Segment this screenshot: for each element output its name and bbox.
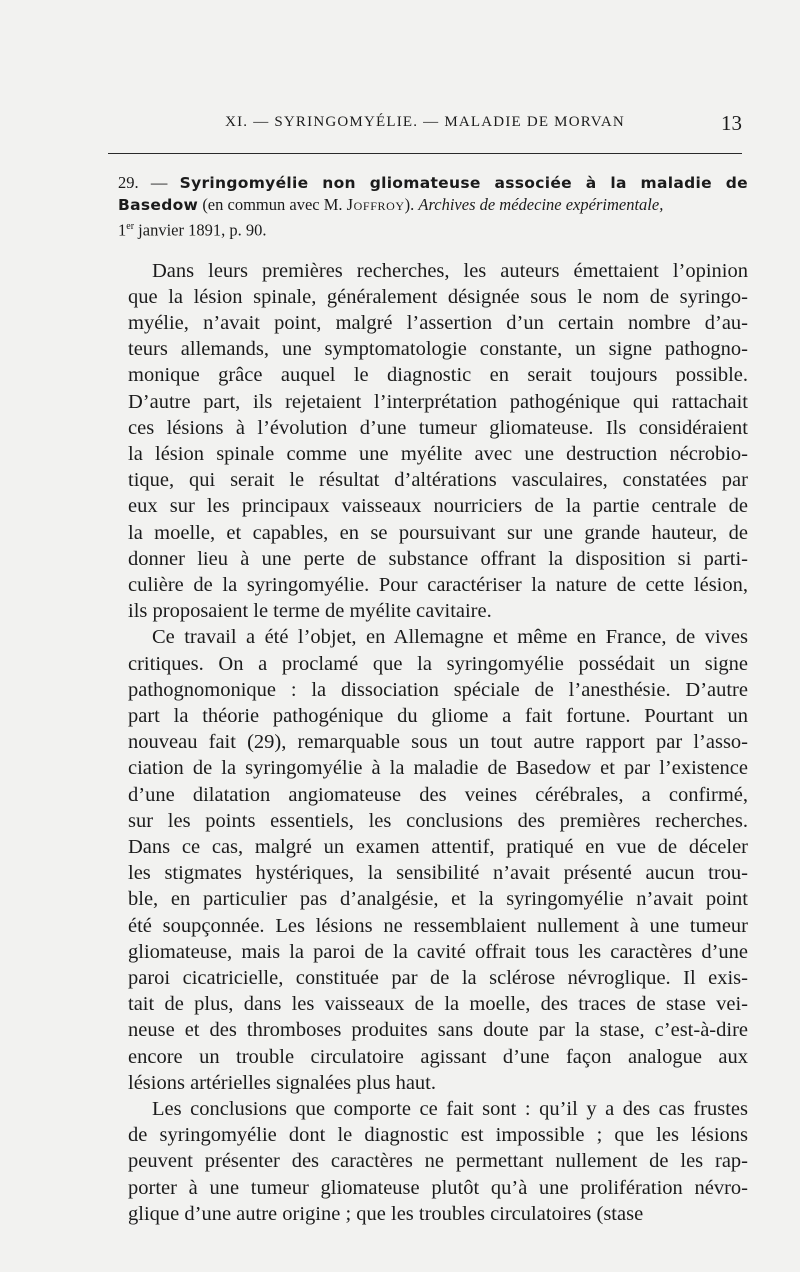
reference-date-day: 1 [118,220,127,240]
paragraph [104,624,748,1096]
text-line: tique, qui serait le résultat d’altérations vasculaires, constatées par [128,469,748,492]
reference-title: Syringomyélie non gliomateuse associée à la maladie de Basedow [118,174,748,214]
text-line: glique d’une autre origine ; que les troubles circulatoires (stase [128,1202,644,1225]
text-line: ble, en particulier pas d’analgésie, et la syringomyélie n’avait point [128,888,748,911]
text-line: d’une dilatation angiomateuse des veines cérébrales, a confirmé, [128,783,748,806]
text-line: que la lésion spinale, généralement désignée sous le nom de syringo- [128,285,748,308]
running-head-title: XI. — SYRINGOMYÉLIE. — MALADIE DE MORVAN [225,114,625,130]
body-text [104,172,748,1227]
reference-coauthor-prefix: (en commun avec M. [198,195,347,214]
paragraph [104,258,748,625]
text-line: donner lieu à une perte de substance offrant la disposition si parti- [128,547,748,570]
text-line: ciation de la syringomyélie à la maladie de Basedow et par l’existence [128,757,748,780]
text-line: pathognomonique : la dissociation spéciale de l’anesthésie. D’autre [128,678,748,701]
text-line: part la théorie pathogénique du gliome a fait fortune. Pourtant un [128,704,748,727]
bibliographic-reference [118,172,748,242]
text-line: tait de plus, dans les vaisseaux de la moelle, des traces de stase vei- [128,993,748,1016]
text-line: la lésion spinale comme une myélite avec une destruction nécrobio- [128,442,748,465]
reference-number: 29. — [118,173,180,192]
text-line: neuse et des thromboses produites sans doute par la stase, c’est-à-dire [128,1019,748,1042]
text-line: eux sur les principaux vaisseaux nourriciers de la partie centrale de [128,495,748,518]
text-line: monique grâce auquel le diagnostic en serait toujours possible. [128,364,748,387]
header-rule [108,153,742,154]
text-line: Dans ce cas, malgré un examen attentif, pratiqué en vue de déceler [128,835,748,858]
reference-coauthor: Joffroy [346,195,405,214]
text-line: culière de la syringomyélie. Pour caractériser la nature de cette lésion, [128,573,748,596]
text-line: critiques. On a proclamé que la syringomyélie possédait un signe [128,652,748,675]
text-line: encore un trouble circulatoire agissant d’une façon analogue aux [128,1045,748,1068]
text-line: Ce travail a été l’objet, en Allemagne et même en France, de vives [152,626,748,649]
text-line: les stigmates hystériques, la sensibilité n’avait présenté aucun trou- [128,862,748,885]
reference-journal: Archives de médecine expérimentale, [418,195,664,214]
text-line: lésions artérielles signalées plus haut. [128,1071,436,1094]
text-line: teurs allemands, une symptomatologie constante, un signe pathogno- [128,338,748,361]
reference-date-sup: er [126,221,135,232]
text-line: nouveau fait (29), remarquable sous un tout autre rapport par l’asso- [128,731,748,754]
text-line: ils proposaient le terme de myélite cavitaire. [128,600,492,623]
text-line: ces lésions à l’évolution d’une tumeur gliomateuse. Ils considéraient [128,416,748,439]
page-number: 13 [721,111,742,135]
text-line: la moelle, et capables, en se poursuivant sur une grande hauteur, de [128,521,748,544]
text-line: D’autre part, ils rejetaient l’interprétation pathogénique qui rattachait [128,390,748,413]
reference-coauthor-suffix: ). [404,195,419,214]
text-line: myélie, n’avait point, malgré l’assertion d’un certain nombre d’au- [128,311,748,334]
text-line: été soupçonnée. Les lésions ne ressemblaient nullement à une tumeur [128,914,748,937]
text-line: porter à une tumeur gliomateuse plutôt qu’à une prolifération névro- [128,1176,748,1199]
text-line: Dans leurs premières recherches, les auteurs émettaient l’opinion [152,259,748,282]
running-head [108,111,742,140]
text-line: Les conclusions que comporte ce fait sont : qu’il y a des cas frustes [152,1098,748,1120]
text-line: peuvent présenter des caractères ne permettant nullement de les rap- [128,1150,748,1173]
paragraph [104,1096,748,1227]
text-line: paroi cicatricielle, constituée par de la sclérose névroglique. Il exis- [128,966,748,989]
paragraphs [104,258,748,1228]
text-line: de syringomyélie dont le diagnostic est impossible ; que les lésions [128,1124,748,1147]
reference-date-rest: janvier 1891, p. 90. [134,220,267,240]
text-line: gliomateuse, mais la paroi de la cavité offrait tous les caractères d’une [128,940,748,963]
text-line: sur les points essentiels, les conclusions des premières recherches. [128,809,748,832]
